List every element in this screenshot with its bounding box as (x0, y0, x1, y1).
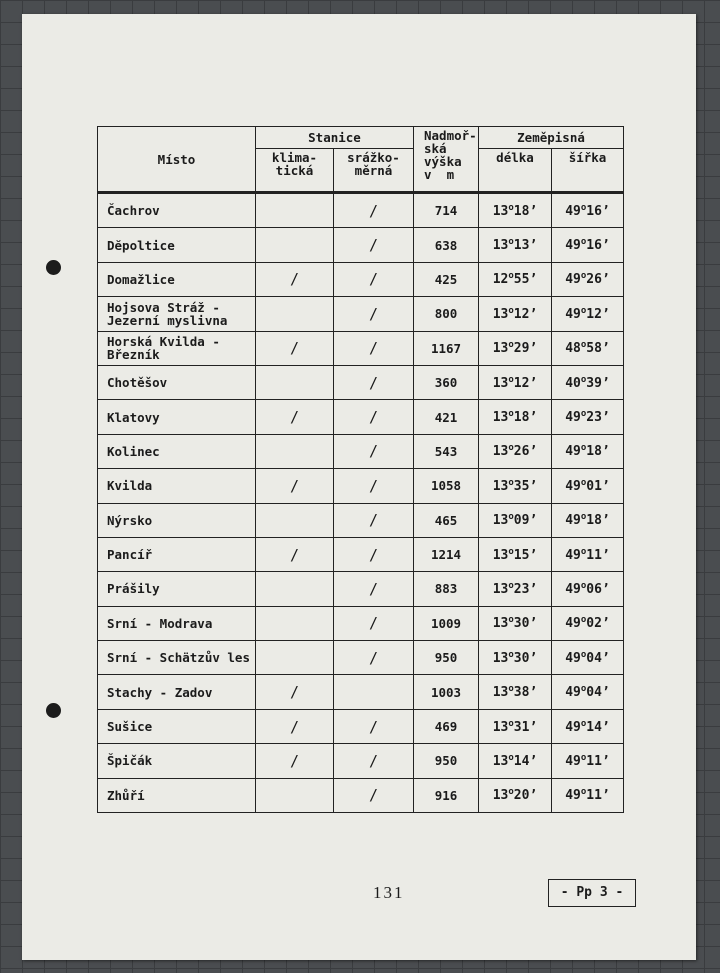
table-row (98, 537, 624, 571)
cell-klimaticka: / (256, 675, 334, 709)
cell-misto: Sušice (98, 709, 256, 743)
delka-minutes: 26’ (513, 444, 538, 460)
sirka-degrees: 49 (565, 444, 581, 460)
cell-vyska: 1009 (414, 606, 479, 640)
cell-klimaticka (256, 778, 334, 812)
degree-sign: o (580, 512, 587, 523)
degree-sign: o (508, 615, 514, 626)
table-row (98, 675, 624, 709)
sirka-degrees: 49 (565, 238, 581, 254)
cell-misto: Nýrsko (98, 503, 256, 537)
sirka-degrees: 49 (565, 272, 581, 288)
cell-sirka (552, 193, 624, 228)
delka-minutes: 20’ (513, 788, 538, 804)
header-zemepisna: Zeměpisná (479, 127, 624, 149)
degree-sign: o (508, 752, 514, 763)
cell-vyska: 1167 (414, 331, 479, 365)
page-label: - Pp 3 - (548, 879, 636, 907)
delka-degrees: 13 (492, 513, 509, 529)
delka-degrees: 13 (492, 650, 509, 666)
header-stanice: Stanice (256, 127, 414, 149)
degree-sign: o (580, 374, 587, 385)
cell-delka (479, 331, 552, 365)
cell-delka (479, 365, 552, 399)
cell-klimaticka: / (256, 262, 334, 296)
cell-klimaticka: / (256, 331, 334, 365)
delka-degrees: 13 (492, 547, 509, 563)
delka-degrees: 13 (492, 375, 509, 391)
cell-vyska: 916 (414, 778, 479, 812)
sirka-minutes: 39’ (586, 375, 610, 391)
cell-vyska: 543 (414, 434, 479, 468)
cell-sirka (552, 365, 624, 399)
table-row (98, 331, 624, 365)
degree-sign: o (508, 684, 514, 695)
sirka-degrees: 49 (565, 616, 581, 632)
cell-delka (479, 469, 552, 503)
cell-klimaticka: / (256, 537, 334, 571)
delka-minutes: 55’ (513, 272, 538, 288)
cell-delka (479, 503, 552, 537)
delka-degrees: 13 (492, 341, 509, 357)
cell-delka (479, 262, 552, 296)
sirka-degrees: 49 (565, 685, 581, 701)
cell-misto: Stachy - Zadov (98, 675, 256, 709)
table-row (98, 503, 624, 537)
sirka-degrees: 49 (565, 753, 581, 769)
cell-klimaticka (256, 193, 334, 228)
cell-srazkomerna: / (334, 709, 414, 743)
cell-misto: Čachrov (98, 193, 256, 228)
sirka-degrees: 49 (565, 203, 581, 219)
delka-minutes: 12’ (513, 306, 538, 322)
cell-sirka (552, 503, 624, 537)
cell-vyska: 465 (414, 503, 479, 537)
degree-sign: o (508, 477, 514, 488)
delka-minutes: 29’ (513, 341, 538, 357)
cell-misto: Kvilda (98, 469, 256, 503)
degree-sign: o (580, 752, 587, 763)
cell-misto: Klatovy (98, 400, 256, 434)
sirka-minutes: 04’ (586, 650, 610, 666)
header-sirka: šířka (552, 149, 624, 193)
degree-sign: o (508, 409, 514, 420)
sirka-minutes: 11’ (586, 547, 610, 563)
degree-sign: o (508, 443, 514, 454)
cell-klimaticka: / (256, 744, 334, 778)
sirka-degrees: 40 (565, 375, 581, 391)
cell-srazkomerna: / (334, 331, 414, 365)
delka-minutes: 23’ (513, 581, 538, 597)
cell-vyska: 714 (414, 193, 479, 228)
degree-sign: o (580, 787, 587, 798)
sirka-minutes: 11’ (586, 788, 610, 804)
cell-delka (479, 572, 552, 606)
cell-klimaticka (256, 228, 334, 262)
delka-minutes: 30’ (513, 650, 538, 666)
table-row (98, 262, 624, 296)
degree-sign: o (580, 409, 587, 420)
degree-sign: o (580, 580, 587, 591)
cell-delka (479, 400, 552, 434)
table-row (98, 709, 624, 743)
degree-sign: o (580, 305, 587, 316)
cell-klimaticka (256, 434, 334, 468)
table-row (98, 572, 624, 606)
page-number: 131 (373, 883, 405, 902)
delka-degrees: 13 (492, 616, 509, 632)
table-body (98, 193, 624, 813)
cell-sirka (552, 262, 624, 296)
cell-srazkomerna (334, 675, 414, 709)
table-row (98, 193, 624, 228)
punch-hole (46, 703, 61, 718)
degree-sign: o (508, 305, 514, 316)
degree-sign: o (508, 580, 514, 591)
cell-vyska: 800 (414, 297, 479, 331)
delka-degrees: 13 (492, 203, 509, 219)
delka-degrees: 13 (492, 444, 509, 460)
cell-srazkomerna: / (334, 365, 414, 399)
cell-misto: Domažlice (98, 262, 256, 296)
sirka-minutes: 23’ (586, 410, 610, 426)
sirka-minutes: 18’ (586, 513, 610, 529)
cell-misto: Chotěšov (98, 365, 256, 399)
cell-vyska: 469 (414, 709, 479, 743)
cell-delka (479, 434, 552, 468)
cell-vyska: 638 (414, 228, 479, 262)
cell-klimaticka (256, 365, 334, 399)
table-row (98, 400, 624, 434)
sirka-degrees: 49 (565, 478, 581, 494)
sirka-minutes: 01’ (586, 478, 610, 494)
delka-minutes: 18’ (513, 410, 538, 426)
cell-srazkomerna: / (334, 262, 414, 296)
table-row (98, 297, 624, 331)
delka-degrees: 13 (492, 753, 509, 769)
delka-minutes: 12’ (513, 375, 538, 391)
cell-klimaticka: / (256, 709, 334, 743)
cell-sirka (552, 297, 624, 331)
degree-sign: o (580, 718, 587, 729)
cell-vyska: 425 (414, 262, 479, 296)
sirka-minutes: 58’ (586, 341, 610, 357)
cell-srazkomerna: / (334, 297, 414, 331)
delka-degrees: 13 (492, 306, 509, 322)
delka-degrees: 13 (492, 478, 509, 494)
cell-srazkomerna: / (334, 778, 414, 812)
cell-vyska: 1214 (414, 537, 479, 571)
cell-sirka (552, 641, 624, 675)
cell-klimaticka: / (256, 400, 334, 434)
cell-klimaticka (256, 297, 334, 331)
degree-sign: o (508, 546, 514, 557)
table-row (98, 365, 624, 399)
sirka-minutes: 14’ (586, 719, 610, 735)
cell-srazkomerna: / (334, 537, 414, 571)
cell-sirka (552, 469, 624, 503)
degree-sign: o (580, 649, 587, 660)
sirka-minutes: 16’ (586, 238, 610, 254)
cell-sirka (552, 228, 624, 262)
degree-sign: o (508, 237, 514, 248)
sirka-degrees: 49 (565, 513, 581, 529)
cell-vyska: 360 (414, 365, 479, 399)
cell-sirka (552, 400, 624, 434)
degree-sign: o (580, 477, 587, 488)
cell-delka (479, 675, 552, 709)
degree-sign: o (508, 340, 514, 351)
header-nadmorska-vyska: Nadmoř- ská výška v m (414, 127, 479, 193)
cell-klimaticka (256, 641, 334, 675)
cell-misto: Prášily (98, 572, 256, 606)
cell-misto: Srní - Modrava (98, 606, 256, 640)
cell-delka (479, 297, 552, 331)
cell-misto: Pancíř (98, 537, 256, 571)
punch-hole (46, 260, 61, 275)
degree-sign: o (580, 340, 587, 351)
sirka-degrees: 49 (565, 306, 581, 322)
sirka-minutes: 18’ (586, 444, 610, 460)
table-row (98, 778, 624, 812)
table-row (98, 434, 624, 468)
cell-delka (479, 709, 552, 743)
cell-srazkomerna: / (334, 434, 414, 468)
cell-delka (479, 641, 552, 675)
cell-misto: Hojsova Stráž - Jezerní myslivna (98, 297, 256, 331)
table-row (98, 744, 624, 778)
station-table (97, 126, 624, 813)
delka-degrees: 13 (492, 410, 509, 426)
cell-sirka (552, 572, 624, 606)
degree-sign: o (580, 615, 587, 626)
delka-degrees: 13 (492, 788, 509, 804)
cell-misto: Kolinec (98, 434, 256, 468)
header-klimaticka: klima- tická (256, 149, 334, 193)
sirka-degrees: 49 (565, 719, 581, 735)
cell-sirka (552, 675, 624, 709)
delka-minutes: 13’ (513, 238, 538, 254)
degree-sign: o (508, 649, 514, 660)
sirka-degrees: 49 (565, 581, 581, 597)
cell-misto: Zhůří (98, 778, 256, 812)
cell-srazkomerna: / (334, 572, 414, 606)
delka-degrees: 12 (492, 272, 509, 288)
sirka-minutes: 12’ (586, 306, 610, 322)
cell-misto: Dĕpoltice (98, 228, 256, 262)
degree-sign: o (580, 237, 587, 248)
cell-vyska: 950 (414, 744, 479, 778)
cell-srazkomerna: / (334, 503, 414, 537)
cell-vyska: 883 (414, 572, 479, 606)
cell-delka (479, 744, 552, 778)
delka-minutes: 38’ (513, 685, 538, 701)
cell-klimaticka (256, 503, 334, 537)
table-row (98, 606, 624, 640)
cell-vyska: 1003 (414, 675, 479, 709)
delka-minutes: 14’ (513, 753, 538, 769)
degree-sign: o (580, 546, 587, 557)
delka-degrees: 13 (492, 719, 509, 735)
cell-srazkomerna: / (334, 606, 414, 640)
delka-minutes: 31’ (513, 719, 538, 735)
cell-klimaticka: / (256, 469, 334, 503)
cell-sirka (552, 434, 624, 468)
sirka-degrees: 48 (565, 341, 581, 357)
delka-minutes: 15’ (513, 547, 538, 563)
sirka-minutes: 02’ (586, 616, 610, 632)
cell-delka (479, 606, 552, 640)
header-srazkomerna: srážko- měrná (334, 149, 414, 193)
cell-sirka (552, 331, 624, 365)
cell-srazkomerna: / (334, 193, 414, 228)
table-row (98, 469, 624, 503)
header-delka: délka (479, 149, 552, 193)
sirka-degrees: 49 (565, 410, 581, 426)
degree-sign: o (508, 718, 514, 729)
cell-misto: Horská Kvilda - Březník (98, 331, 256, 365)
cell-sirka (552, 606, 624, 640)
sirka-degrees: 49 (565, 650, 581, 666)
cell-delka (479, 228, 552, 262)
degree-sign: o (580, 271, 587, 282)
degree-sign: o (580, 684, 587, 695)
table-row (98, 641, 624, 675)
cell-vyska: 1058 (414, 469, 479, 503)
delka-minutes: 30’ (513, 616, 538, 632)
cell-srazkomerna: / (334, 469, 414, 503)
table-row (98, 228, 624, 262)
cell-vyska: 950 (414, 641, 479, 675)
delka-degrees: 13 (492, 685, 509, 701)
header-misto: Místo (98, 127, 256, 193)
cell-delka (479, 778, 552, 812)
sirka-minutes: 06’ (586, 581, 610, 597)
cell-delka (479, 193, 552, 228)
degree-sign: o (508, 512, 514, 523)
cell-srazkomerna: / (334, 641, 414, 675)
sirka-degrees: 49 (565, 788, 581, 804)
delka-minutes: 35’ (513, 478, 538, 494)
cell-klimaticka (256, 572, 334, 606)
delka-degrees: 13 (492, 581, 509, 597)
cell-sirka (552, 778, 624, 812)
degree-sign: o (508, 271, 514, 282)
delka-minutes: 09’ (513, 513, 538, 529)
cell-misto: Srní - Schätzův les (98, 641, 256, 675)
cell-sirka (552, 709, 624, 743)
sirka-minutes: 11’ (586, 753, 610, 769)
sirka-minutes: 04’ (586, 685, 610, 701)
cell-klimaticka (256, 606, 334, 640)
sirka-minutes: 16’ (586, 203, 610, 219)
cell-vyska: 421 (414, 400, 479, 434)
degree-sign: o (508, 202, 514, 213)
sirka-degrees: 49 (565, 547, 581, 563)
cell-delka (479, 537, 552, 571)
delka-minutes: 18’ (513, 203, 538, 219)
cell-srazkomerna: / (334, 744, 414, 778)
sirka-minutes: 26’ (586, 272, 610, 288)
degree-sign: o (580, 202, 587, 213)
degree-sign: o (580, 443, 587, 454)
cell-sirka (552, 537, 624, 571)
degree-sign: o (508, 374, 514, 385)
cell-sirka (552, 744, 624, 778)
cell-srazkomerna: / (334, 228, 414, 262)
degree-sign: o (508, 787, 514, 798)
cell-misto: Špičák (98, 744, 256, 778)
cell-srazkomerna: / (334, 400, 414, 434)
delka-degrees: 13 (492, 238, 509, 254)
